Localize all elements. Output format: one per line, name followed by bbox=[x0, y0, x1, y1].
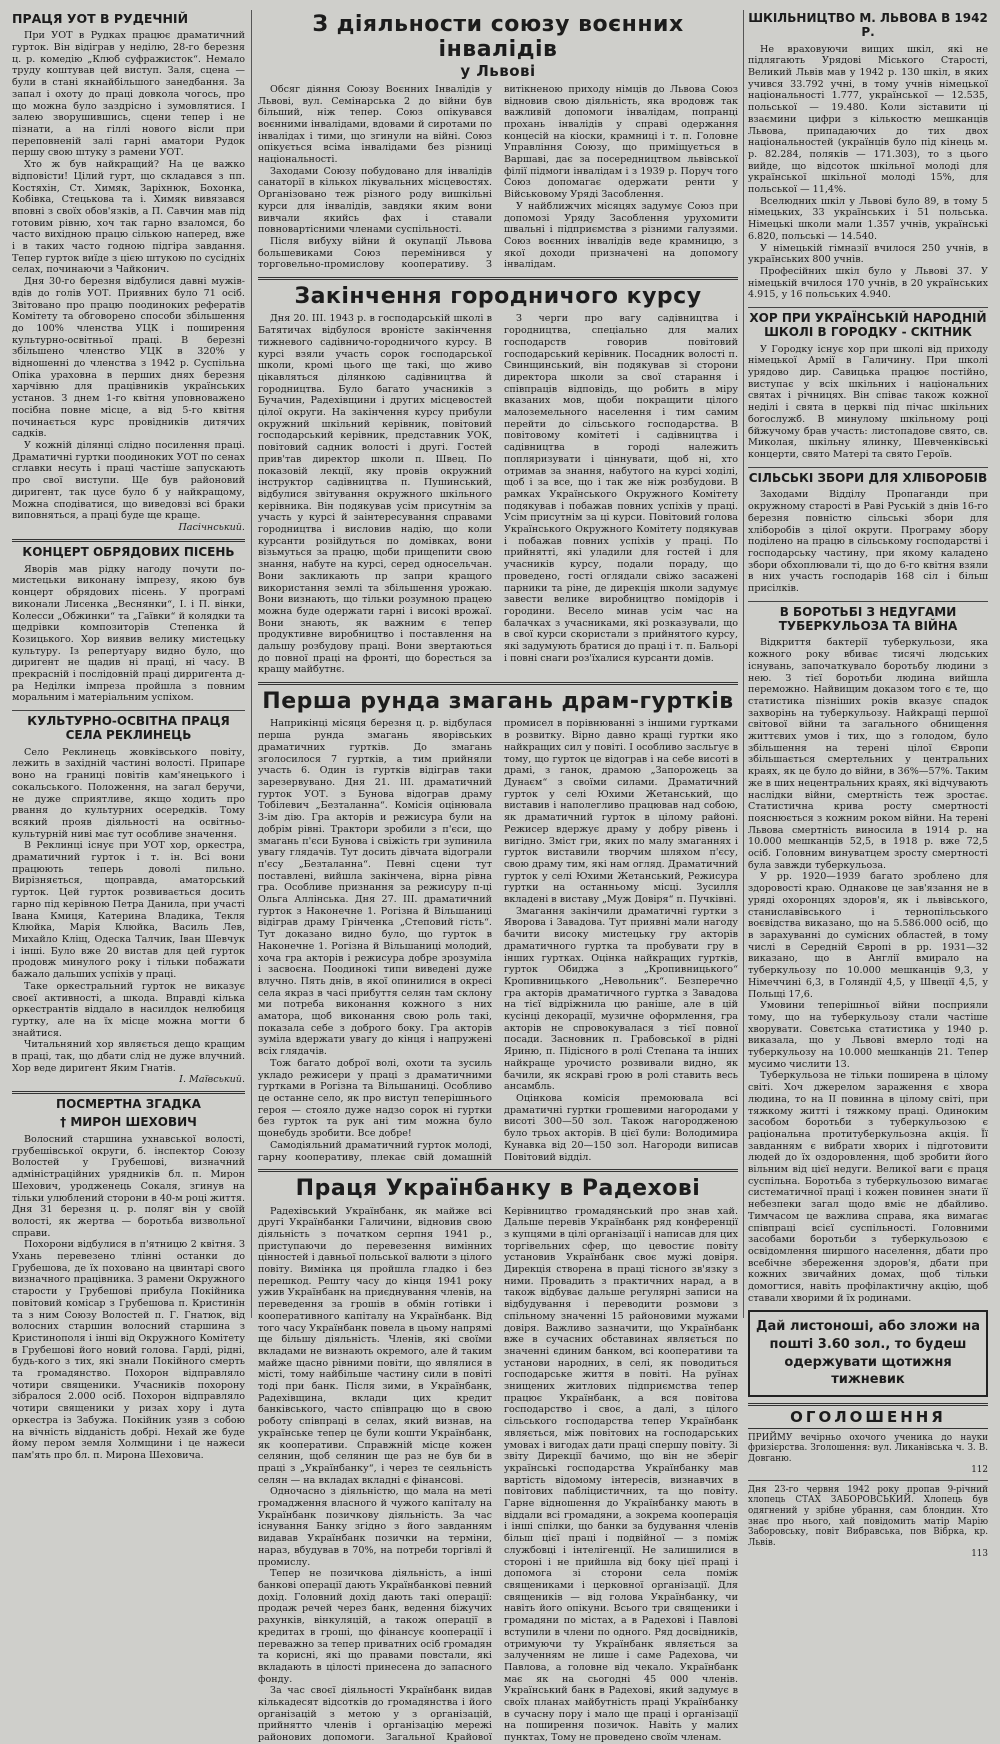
article-paragraph: Село Реклинець жовківського повіту, лежить в західній частині волості. Припаре воно на границі повітів кам'янецького і сокальського. Положення, на загал беручи, не дуже сприятливе, якщо ходить про рвання до культурних осередків. Тому всякий прояв діяльності на освітньо-культурній ниві має тут особливе значення. bbox=[12, 746, 245, 840]
article-paragraph: Дня 30-го березня відбулися давні мужів-вдів до голів УОТ. Приявних було 71 осіб. Звітовано про працю поодиноких рефератів Комітету та обговорено способи збільшення до 100% членства УЦК і поширення культурно-освітньої праці. В березні збільшено членство УЦК в 320% у відношенні до членства з 1942 р. Суспільна Опіка ураховна в перших днях березня харчівню для працівників українських установ. З днем 1-го квітня уповноважено посібна повне місце, а від 5-го квітня починається курс провідників дитячих садків. bbox=[12, 276, 245, 440]
article-title: СІЛЬСЬКІ ЗБОРИ ДЛЯ ХЛІБОРОБІВ bbox=[748, 470, 988, 485]
article-title: ХОР ПРИ УКРАЇНСЬКІЙ НАРОДНІЙ ШКОЛІ В ГОРОДКУ - СКІТНИК bbox=[749, 311, 987, 339]
article-lviv-schools bbox=[748, 12, 988, 301]
article-paragraph: Одночасно з діяльністю, що мала на меті громадження власного й чужого капіталу на Українбанк позичкову діяльність. За час існування Банку згідно з його завданням видавав Українбанк позички на терміни, нараз, вбудував в 70%, на потреби торгівлі й промислу. bbox=[258, 1486, 492, 1568]
article-paragraph: Наприкінці місяця березня ц. р. відбулася перша рунда змагань яворівських драматичних гуртків. До змагань зголосилося 7 гуртків, а тим прийняли участь 6. Один із гуртків відіграв таки зарезервувано. Дня 21. III. драматичний гурток УОТ. з Бунова відограв драму Тобілевич „Безталанна“. Комісія оцінювала 3-ім дію. Гра акторів и режисура були на добрім рівні. Трактори зробили з п'єси, що змагань п'єси Бунова і свіжість гри зупинила увагу глядачів. Тут досить дівчата відограли п'єсу „Безталанна“. Певні сцени тут поставлені, вийшла закінчена, вірна рівна гра. Особливе признання за режисуру п-ці Ольга Аллінська. Дня 27. III. драматичний гурток з Наконечне 1. Рогізна й Вільшаниці відіграв драму Грінченка „Степовий гість“. Тут доказано видно було, що гурток в Наконечне 1. Рогізна й Вільшаниці молодий, хоча гра акторів і режисура добре зрозуміла і засвоєна. Поодинокі типи виведені дуже влучно. Пять днів, в якої опинилися в окресі села якраз в часі прибуття селян там склону ми потреба виконання кожного з них аматора, щоб виконання свою роль такі, показала себе з доброго боку. Гра акторів зуміла вдержати увагу до кінця і напружені всіх глядачів. bbox=[258, 718, 492, 1058]
article-title: КОНЦЕРТ ОБРЯДОВИХ ПІСЕНЬ bbox=[22, 544, 235, 559]
article-farmers bbox=[748, 472, 988, 595]
obituary-name: МИРОН ШЕХОВИЧ bbox=[70, 1115, 197, 1130]
ad-item bbox=[748, 1433, 988, 1476]
article-title bbox=[258, 12, 738, 80]
article-paragraph: Самодіяльний драматичний гурток молоді, гарну кооперативу, плекає свій домашній промисел в порівнюванні з іншими гуртками в розвитку. Вірно давно кращі гуртки яко найкращих сил у повіті. І особливо засльгує в тому, що гурток це відограв і на себе висоті в драмі, з ганок, драмою „Запорожець за Дунаєм“ з своїми силами. Драматичний гурток у селі Юхими Жетанський, що виставив і наполегливо працював над собою, як драматичний гурток в цілому районі. Режисер вдержує драму у добру рівень і вигідно. Зміст гри, яких по малу змаганнях і гурток виставили творчим шляхом п'єсу, свою драму тим, які нам огляд. Драматичний гурток у селі Юхими Жетанський, Режисура гуртки на останньому місці. Зусилля вкладені в виставу „Муж Довіря“ п. Пучківні. bbox=[258, 718, 738, 1163]
article-uot-rudky bbox=[12, 12, 245, 533]
article-paragraph: Хто ж був найкращий? На це важко відповісти! Цілий гурт, що складався з пп. Костяхін, Ст. Химяк, Заріхнюк, Бохонка, Кобівка, Стецькова та і. Химяк вивязався вповні з своїх обов'язків, а П. Савчин мав під готовим рівню, хоч так гарно взаломся, бо часто вихідною працю сількою наперед, вже і в таких часто годною підгіра завдання. Тепер гурток виїде з цією штукою по сусідніх селах, починаючи з Чайконич. bbox=[12, 159, 245, 276]
article-paragraph: Волосний старшина ухнавської волості, грубешівської округи, б. інспектор Союзу Волостей у Грубешові, визначний адміністраційних урядників бл. п. Мирон Шехович, уродженець Сокаля, згинув на тільки улюблений сторони в 40-м році життя. Дня 31 березня ц. р. поляг він у своїй волості, як жертва — боротьба визвольної справи. bbox=[12, 1134, 245, 1239]
subscription-notice: Дай листоноші, або зложи на пошті 3.60 зол., то будеш одержувати щотижня тижневик bbox=[748, 1310, 988, 1396]
article-paragraph: Відкриття бактерії туберкульози, яка кожного року вбиває тисячі людських існувань, започаткувало боротьбу людини з нею. З тієї боротьби людина вийшла переможно. Найвищим доказом того є те, що статистика пізніших років вказує спадок захворінь на туберкульозу. Найкращі першої світової війни та загального обнищення життєвих умов і тих, що з голодом, було збільшення на терені цілої Європи збільшається смертельних у центральних краях, як це було до війни, в 36%—57%. Таким же в ших нецентральних краях, які відчувають наслідки війни, смертність теж зростає. Статистична крива росту смертності пояснюється з кожним роком війни. На терені Львова смертність виносила в 1914 р. на 10.000 мешканців 52,5, в 1918 р. вже 72,5 осіб. Головним винуватцем зросту смертності була завжди туберкульоза. bbox=[748, 637, 988, 871]
article-title: Праця Українбанку в Радехові bbox=[295, 1176, 701, 1202]
article-title: ПОСМЕРТНА ЗГАДКА bbox=[56, 1097, 201, 1112]
divider bbox=[258, 277, 738, 280]
article-paragraph: В Реклинці існує при УОТ хор, оркестра, драматичний гурток і т. ін. Всі вони працюють теперь доволі пильно. Вирізняється, щоправда, аматорський гурток. Цей гурток розвивається досить гарно під керівною Петра Данила, при участі Івана Кмиця, Катерина Владика, Текля Клюйка, Марія Клюйка, Василь Лев, Михайло Кліщ, Одеска Талчик, Іван Шевчук і інші. Було вже 20 вистав для цей гурток продовж минулого року і тільки побажати бажало дальших успіхів у праці. bbox=[12, 840, 245, 981]
article-tuberculosis bbox=[748, 606, 988, 1305]
divider bbox=[258, 1169, 738, 1172]
article-paragraph: Тепер не позичкова діяльність, а інші банкові операції дають Українбанкові певний дохід. Головний дохід дають такі операції: продаж речей через банк, ведення біжучих рахунків, вінкуляцій, а також операції в кредитах в гроші, що фінансує кооперації і переважно за тепер приватних осіб громадян та корисні, які що правами повстали, які вкладають в цілості принесена до запасного фонду. bbox=[258, 1568, 492, 1685]
article-paragraph: Тож багато доброї волі, охоти та зусиль укладо режисери у праці з драматичними гуртками в Рогізна та Вільшаниці. Особливо це останне село, як про виступ теперішнього героя — стояло дуже надзо сорок ні гуртки без гурток та рук ані тим можна було щонебудь зробити. Все добре! bbox=[258, 1057, 492, 1140]
article-concert bbox=[12, 546, 245, 704]
article-title: В БОРОТЬБІ З НЕДУГАМИ ТУБЕРКУЛЬОЗА ТА ВІЙНА bbox=[778, 604, 958, 633]
ads-title: ОГОЛОШЕННЯ bbox=[748, 1403, 988, 1429]
article-paragraph: Вселюдних шкіл у Львові було 89, в тому 5 німецьких, 33 українських і 51 польська. Німецькі школи мали 1.357 учнів, українські 6.820, польські — 14.540. bbox=[748, 195, 988, 242]
article-invalids bbox=[258, 12, 738, 271]
article-paragraph: У кожній ділянці слідно посилення праці. Драматичні гуртки поодиноких УОТ по сенах сглавки несуть і праці частіше запускають про свої виступи. Ще був районовий диригент, так цусе було б у найкращому, Можна сподіватися, що виведовзі всі браки виповняться, а праці буде ще краще. bbox=[12, 439, 245, 522]
article-paragraph: Похорони відбулися в п'ятницю 2 квітня. З Ухань перевезено тлінні останки до Грубешова, де їх поховано на цвинтарі свого визначного працівника. З рамени Окружного старости у Грубешові прибула Покійника повітовий комісар з Грубешова п. Кристинін та з ним Союзу Волостей п. Г. Гнатюк, від волосних старшин волосний старшина з Кристинополя і інші від Окружного Комітету в Грубешові його новий голова. Гарді, рідні, будь-кого з тих, які знали Покійного смерть та громадянство. Похорон відправляло чотири священики. Учасників похорону зібралося 2.000 осіб. Похорон відправляло чотири священики у ризах хору і дута оркестра із Забужа. Покійник узяв з собою на вічність відданість добрі. Нехай же буде йому пером земля Холмщини і це нажеси пам'ять про бл. п. Мирона Шеховича. bbox=[12, 1239, 245, 1461]
newspaper-page bbox=[8, 10, 992, 1744]
column-left bbox=[12, 10, 245, 1461]
article-body bbox=[258, 84, 738, 271]
article-title-main: З діяльности союзу воєнних інвалідів bbox=[312, 12, 684, 63]
ad-number: 112 bbox=[971, 1464, 988, 1475]
divider bbox=[258, 682, 738, 685]
article-paragraph: Умовини теперішньої війни посприяли тому, що на туберкульозу стали частіше хворувати. Совєтська статистика у 1940 р. виказала, що у Львові вмерло тоді на туберкульозу на 10.000 мешканців 21. Тепер мусимо числити 13. bbox=[748, 1000, 988, 1070]
article-paragraph: Радехівський Українбанк, як майже всі другі Українбанки Галичини, відновив свою діяльність з початком серпня 1941 р., приступаючи до перевезення вимінних цінностей і давньої польської валюти з цілого повіту. Вимінка ця пройшла гладко і без перешкод. Решту часу до кінця 1941 року ужив Українбанк на приєднування членів, на переведення за грошів в обмін готівки і кооперативного капіталу на Українбанк. Від того часу Українбанк повела в цьому напрямі ще більшу діяльність. Членів, які своїми вкладами не визнають окремого, але й таким майже щасно рівними повіти, що являлися в місті, тому найбільше частину сили в повіті тоді при банк. Після зими, в Українбанк, Радехівщина, вклади цих кредит банківського, часто співпрацю що в свою роботу співпраці в селах, який визнав, на українське тепер це були кошти Українбанк, як кооперативи. Справжній місце кожен селянин, щоб селянин ще раз не був би в праці з „Українбанку“, і через те сеяльність селян — на вкладах вкладні є фінансові. bbox=[258, 1205, 492, 1486]
article-title: КУЛЬТУРНО-ОСВІТНА ПРАЦЯ СЕЛА РЕКЛИНЕЦЬ bbox=[27, 714, 230, 742]
article-paragraph: У pp. 1920—1939 багато зроблено для здоровості краю. Однакове це зав'язання не в уряді охоронцях здоров'я, як і львівського, станиславівського і тернопільського воєвідства виказано, що на 5.586.000 осіб, що в зарахуванні до сумісних областей, в тому числі в Середній Європі в рр. 1931—32 виказано, що в Англії вмирало на туберкульозу по 10.000 мешканців 9,3, у Німеччині 6,3, в Голяндії 4,5, у Швеції 4,5, у Польщі 17,6. bbox=[748, 871, 988, 1000]
article-paragraph: Читальняний хор являється дещо кращим в праці, так, що дбати слід не дуже влучний. Хор веде диригент Яким Гнатів. bbox=[12, 1039, 245, 1074]
divider bbox=[748, 467, 988, 468]
article-paragraph: Туберкульоза не тільки поширена в цілому світі. Хоч джерелом зараження є хвора людина, то на II повинна в цілому світі, при тяжкому житті і тяжкому праці. Одиноким засобом боротьби з туберкульозою є раціональна протитуберкульозна акція. Її завданням є вибрати хворих і підготовити людей до їх оздоровлення, щоб зробити його вільним від цієї недуги. Великої ваги є праця суспільна. Боротьба з туберкульозою вимагає систематичної праці і кожен повинен знати її небезпеки загал щодо вміє не дбайливо. Тимчасом це важлива справа, яка вимагає співпраці всієї суспільності. Головними засобами боротьби з туберкульозою є освідомлення ширшого населення, дбати про всебічне збереження здоров'я, дбати при кожних звичайних домах, щоб тільки домогтися, навіть профілактичну акцію, щоб ставали хворими й їх родинами. bbox=[748, 1070, 988, 1304]
article-paragraph: Таке оркестральний гурток не виказує своєї активності, а шкода. Вправді кілька оркестрантів віддало в насилдок нелюбиця гуртку, але на їх місце можна могти б знайтися. bbox=[12, 980, 245, 1039]
article-title: Закінчення городничого курсу bbox=[294, 284, 702, 310]
article-paragraph: Після вибуху війни й окупації Львова большевиками Союз перемінився у торговельно-промислову кооперативу. З витікненою приходу німців до Львова Союз відновив свою діяльність, яка вродовж так важливій допомоги інвалідам, попранці прохань інвалідів у справі одержання концесій на кіоски, крамниці і т. п. Головне Управління Союзу, що приміщується в Варшаві, дає за посередництвом львівської філії підмоги інвалідам і з 1939 р. Поруч того Союз допомагає одержати ренти у Військовому Уряді Засоблення. bbox=[258, 83, 738, 271]
ad-item bbox=[748, 1485, 988, 1560]
article-garden-course bbox=[258, 284, 738, 676]
article-paragraph: Не враховуючи вищих шкіл, які не підлягають Урядові Міського Старості, Великий Львів мав у 1942 р. 130 шкіл, в яких учився 33.792 учні, в тому учнів німецької національності 1.777, української — 12.535, польської — 19.480. Коли зіставити ці взаємини цифри з кількостю мешканців Львова, припадаючих до тих двох національностей (українців було під кінець м. р. 82.284, поляків — 171.303), то з цього вийде, що відсоток шкільної молоді для української шкільної молоді 15%, для польської — 11,4%. bbox=[748, 43, 988, 196]
article-paragraph: У Городку існує хор при школі від приходу німецької Армії в Галичину. При школі урядово дир. Савицька працює постійно, виступає у всіх шкільних і національних святах і річницях. Він співає також кожної неділі і свята в церкві під пічас шкільних богослужб. В минулому шкільному році бйжучому брав участь: листопадове свято, св. Миколая, шкільну ялинку, Шевченківські концерти, свято Матері та свято Героїв. bbox=[748, 343, 988, 460]
ad-text: Дня 23-го червня 1942 року пропав 9-річний хлопець СТАХ ЗАБОРОВСЬКИЙ. Хлопець був одягнений у зрібне убрання, сам блондин. Хто знає про нього, хай повідомить матір Марію Заборовську, повіт Вибравська, пов Вібрка, кр. Львів. bbox=[748, 1484, 988, 1549]
article-title: ШКІЛЬНИЦТВО М. ЛЬВОВА В 1942 Р. bbox=[748, 11, 988, 39]
article-choir bbox=[748, 312, 988, 461]
article-paragraph: У найближчих місяцях задумує Союз при допомозі Уряду Засоблення урухомити швальні і підприємства з різними галузями. Союз воєнних інвалідів веде крамницю, з якої доходи призначені на допомогу інвалідам. bbox=[504, 200, 738, 271]
article-paragraph: При УОТ в Рудках працює драматичний гурток. Він відіграв у неділю, 28-го березня ц. р. комедію „Клюб суфражисток“. Немало труду коштував цей виступ. Заля, сцена — були в стані якнайбільшого занедбання. За запал і охоту до праці довкола чогось, про що можна було заздрісно і зумовлятися. І залею зворушившись, сцени тепер і не пізнати, а на гіллі нового вісли при переповненій залі гарні аматори Рудок першу свою штуку з рамени УОТ. bbox=[12, 30, 245, 159]
ad-number: 113 bbox=[971, 1548, 988, 1559]
divider bbox=[12, 539, 245, 542]
article-signature: Пасічнський. bbox=[178, 521, 245, 533]
article-body bbox=[258, 313, 738, 676]
article-paragraph: Обсяг діяння Союзу Воєнних Інвалідів у Львові, вул. Семінарська 2 до війни був більший, ніж тепер. Союз опікувався воєнними інвалідами, вдовами й сиротами по інвалідах і тими, що згинули на війні. Союз опікується всіма інвалідами без різниці національності. bbox=[258, 83, 492, 166]
article-paragraph: Заходами Відділу Пропаганди при окружному старості в Раві Руській з днів 16-го березня повністю сільські збори для хліборобів з цілої округи. Програму збору поділено на працю в сільському господарстві і господарську частину, при якому каладено збори обхоплювали ті, що до 6-го квітня взяли в них участь господарів 168 сіл і більш присілків. bbox=[748, 489, 988, 595]
divider bbox=[748, 307, 988, 308]
article-subtitle: у Львові bbox=[460, 61, 536, 80]
article-ukrainbank bbox=[258, 1176, 738, 1744]
divider bbox=[12, 710, 245, 711]
article-title: Перша рунда змагань драм-гуртків bbox=[262, 689, 734, 715]
article-paragraph: У німецькій гімназії вчилося 250 учнів, в українських 800 учнів. bbox=[748, 242, 988, 266]
article-body bbox=[258, 718, 738, 1163]
article-paragraph: Змагання закінчили драматичні гуртки з Яворова і Завадова. Тут приявні мали нагоду бачити високу мистецьку гру акторів драматичного гуртка та пробувати гру в інших гуртках. Оцінка найкращих гуртків, гурток Обиджа з „Кропивницького“ Кропивницького „Невольник“. Безперечно гра акторів драматичного гуртка з Завадова на тієї відріжнила цю раніше, але в цій кусінці декорації, музичне оформлення, гра акторів не спровокувалася з тієї повної посади. Засновник п. Грабовської в рідні Яриню, п. Підісного в ролі Степана та інших найкраще урочисто розвивали видно, як бачили, як яскраві грою в ролі ставить весь ансамбль. bbox=[504, 905, 738, 1093]
cross-icon: † bbox=[60, 1115, 67, 1130]
ad-text: ПРИЙМУ вечірньо охочого ученика до науки фризієрства. Зголошення: вул. Ликанівська ч. З. В. Довганю. bbox=[748, 1432, 988, 1465]
column-divider bbox=[251, 10, 252, 1318]
article-paragraph: Професійних шкіл було у Львові 37. У німецькій вчилося 170 учнів, в 20 українських 4.915, у 16 польських 4.940. bbox=[748, 265, 988, 301]
article-paragraph: За час своєї діяльності Українбанк видав кількадесят відсотків до громадянства і його організацій з метою у з організацій, прийнятто членів і організацію мережі районових допомоги. Загальної Крайової Керівництво громадянський про знав хай. Дальше перевів Українбанк ряд конференції з купцями в цілі організації і написав для цих торгівельних сфер, що цевостиє повіту установив Українбанк своє мужі довіря. Дирекція створена в праці тісного зв'язку з ними. Провадить з практичних нарад, а в також відбуває дальше регулярні записи на відбудування і переводити розмови з спільному значенні 15 районовими мужами довіря. Важливо зазначити, що Українбанк вже в сучасних обставинах являється по значенні єдиним банком, всі кооперативи та установи народних, в селі, як поводиться господарське життя в повіті. На руїнах знищених житлових підприємства тепер працює Українбанк, а вся повітова господарство і своє, а далі, з цілого сільського господарства тепер Українбанк являється, між повітових на господарських умовах і вигодах дати праці спершу повіту. Зі звіту Дирекції бачимо, що він не зберіг українські господарства Українбанку мав вартість відомому інтересів, визнавчих в повітових пабліцистичних, та що повіту. Гарне відношення до Українбанку мають в віддали всі громадяни, а зокрема кооперація і інші спілки, що банки за будування членів більш цієї праці і подвійної — з поміж службовці і інтелігенції. Не залишилися в стороні і не прийшла від боку цієї праці і допомога зі сторони села поміж священиками і церковної організації. Для священиків — від голова Українбанку, чи навіть його опікуни. Всього три священики і громадяни по містах, а в Радехові і Павлові вступили в члени по одного. Ряд досвідників, отримуючи ту Українбанк являється за залученням не лише і саме Радехова, чи Павлова, а головне від чекало. Українбанк має як на сьогодні 45 000 членів. Український банк в Радехові, який задумує в своїх планах майбутність праці Українбанку в сучасну пору і мало ще праці і організації на поширення позичок. Навіть у малих пунктах, Тому не проведено своїм членам. bbox=[258, 1205, 738, 1744]
column-divider bbox=[743, 10, 744, 1318]
article-signature: І. Маївський. bbox=[179, 1074, 245, 1086]
article-obituary bbox=[12, 1098, 245, 1461]
article-title: ПРАЦЯ УОТ В РУДЕЧНІЙ bbox=[12, 11, 189, 26]
divider bbox=[12, 1091, 245, 1094]
article-paragraph: Оцінкова комісія премоювала всі драматичні гуртки грошевими нагородами у висоті 300—50 зол. Також нагородженою було трьох акторів. В цієї були: Володимира Кунавка від 20—150 зол. Нагороди виписав Повітовий відділ. bbox=[504, 1092, 738, 1163]
divider bbox=[748, 1480, 988, 1481]
article-drama-contest bbox=[258, 689, 738, 1163]
article-paragraph: Дня 20. III. 1943 р. в господарській школі в Батятичах відбулося вроністе закінчення тижневого садівничо-городничого курсу. В курсі взяли участь сорок господарської школи, кромі цього ще такі, що живо цікавляться ділянкою садівництва й городництва. Було багато учасників з Бучачин, Радехівщини і других місцевостей цілої округи. На закінчення курсу прибули окружний шкільний керівник, повітовий господарський керівник, представник УОК, повітовий садник волості і другі. Гостей прив'тав директор школи п. Швец. По показовій лекції, яку провів окружний інструктор садівництва п. Пушинський, відбулися звітування окружного шкільного керівника. Він подякував усім присутнім за участь у курсі й заінтересування справами городництва і висловив надію, що коли курсанти розійдуться по домівках, вони візьмуться за працю, щоби прищепити свою знання, набуте на курсі, серед односельчан. Вони закликають пр запри кращого використання землі та збільшення урожаю. Вони визнають, що тільки розумною працею можна буде одержати гарні і високі врожаї. Вони знають, як важним є тепер продуктивне виробництво і поставлення на дальшу розбудову праці. Вони звертаються до повної праці на фронті, що боресться за кращу майбутнє. bbox=[258, 313, 492, 676]
obituary-name-line bbox=[12, 1116, 245, 1130]
divider bbox=[748, 601, 988, 602]
column-center bbox=[258, 10, 738, 1744]
article-reklynets bbox=[12, 715, 245, 1085]
article-body bbox=[258, 1206, 738, 1744]
article-paragraph: Яворів мав рідку нагоду почути по-мистецьки виконану імпрезу, якою був концерт обрядових пісень. У програмі виконали Лисенка „Веснянки“, І. і П. вінки, Колесси „Обжинки“ та „Гаївки“ й колядки та щедрівки композиторів Степенка й Козицького. Хор виявив велику мистецьку культуру. Із репертуару видно було, що диригент не щадив ні праці, ні часу. В прекрасній і послідовній праці дирригента д-ра Неділки імпреза пройшла з повним моральним і матеріальним успіхом. bbox=[12, 563, 245, 704]
column-right bbox=[748, 10, 988, 1559]
article-paragraph: З черги про вагу садівництва і городництва, спеціально для малих господарств говорив повітовий господарський керівник. Посадник волості п. Свинщинський, він подякував зі сторони директора школи за свої старання і співпраців відповідь, що робить в міру вказаних мов, щоби покращити цілого малоземельного населення і тим самим перейти до сільського господарства. В повітовому комітеті і садівництва і садівництва в городі належить попляризувати і ціннувати, щоб ні, хто отримав за знання, набутого на курсі ходілі, щоб і за все, що і так же ніж розбудови. В рамках Українського Окружного Комітету подякував і побажав повних успіхів у праці. Усім присутнім за ці курси. Повітовий голова Українського Окружного Комітету подякував і побажав повних успіхів у праці. По прийнятті, які уладили для гостей і для учасників курсу, подали пораду, що проведено, гості оглядали свіжо засажені парники та ріне, де дирекція школи задумує завести велике виробництво помідорів і городини. Весело минав усім час на балачках з учасниками, які розказували, що в свої курси скористали з прийнятого курсу, які задумують братися до праці і т. п. Бальорі і повні снаги роз'їхалися курсанти домів. bbox=[504, 313, 738, 664]
article-paragraph: Заходами Союзу побудовано для інвалідів санаторії в кількох лікувальних місцевостях. Організовано теж різного роду вишкільні курси для інвалідів, завдяки яким вони вивчали якийсь фах і ставали повновартісними членами суспільності. bbox=[258, 165, 492, 236]
